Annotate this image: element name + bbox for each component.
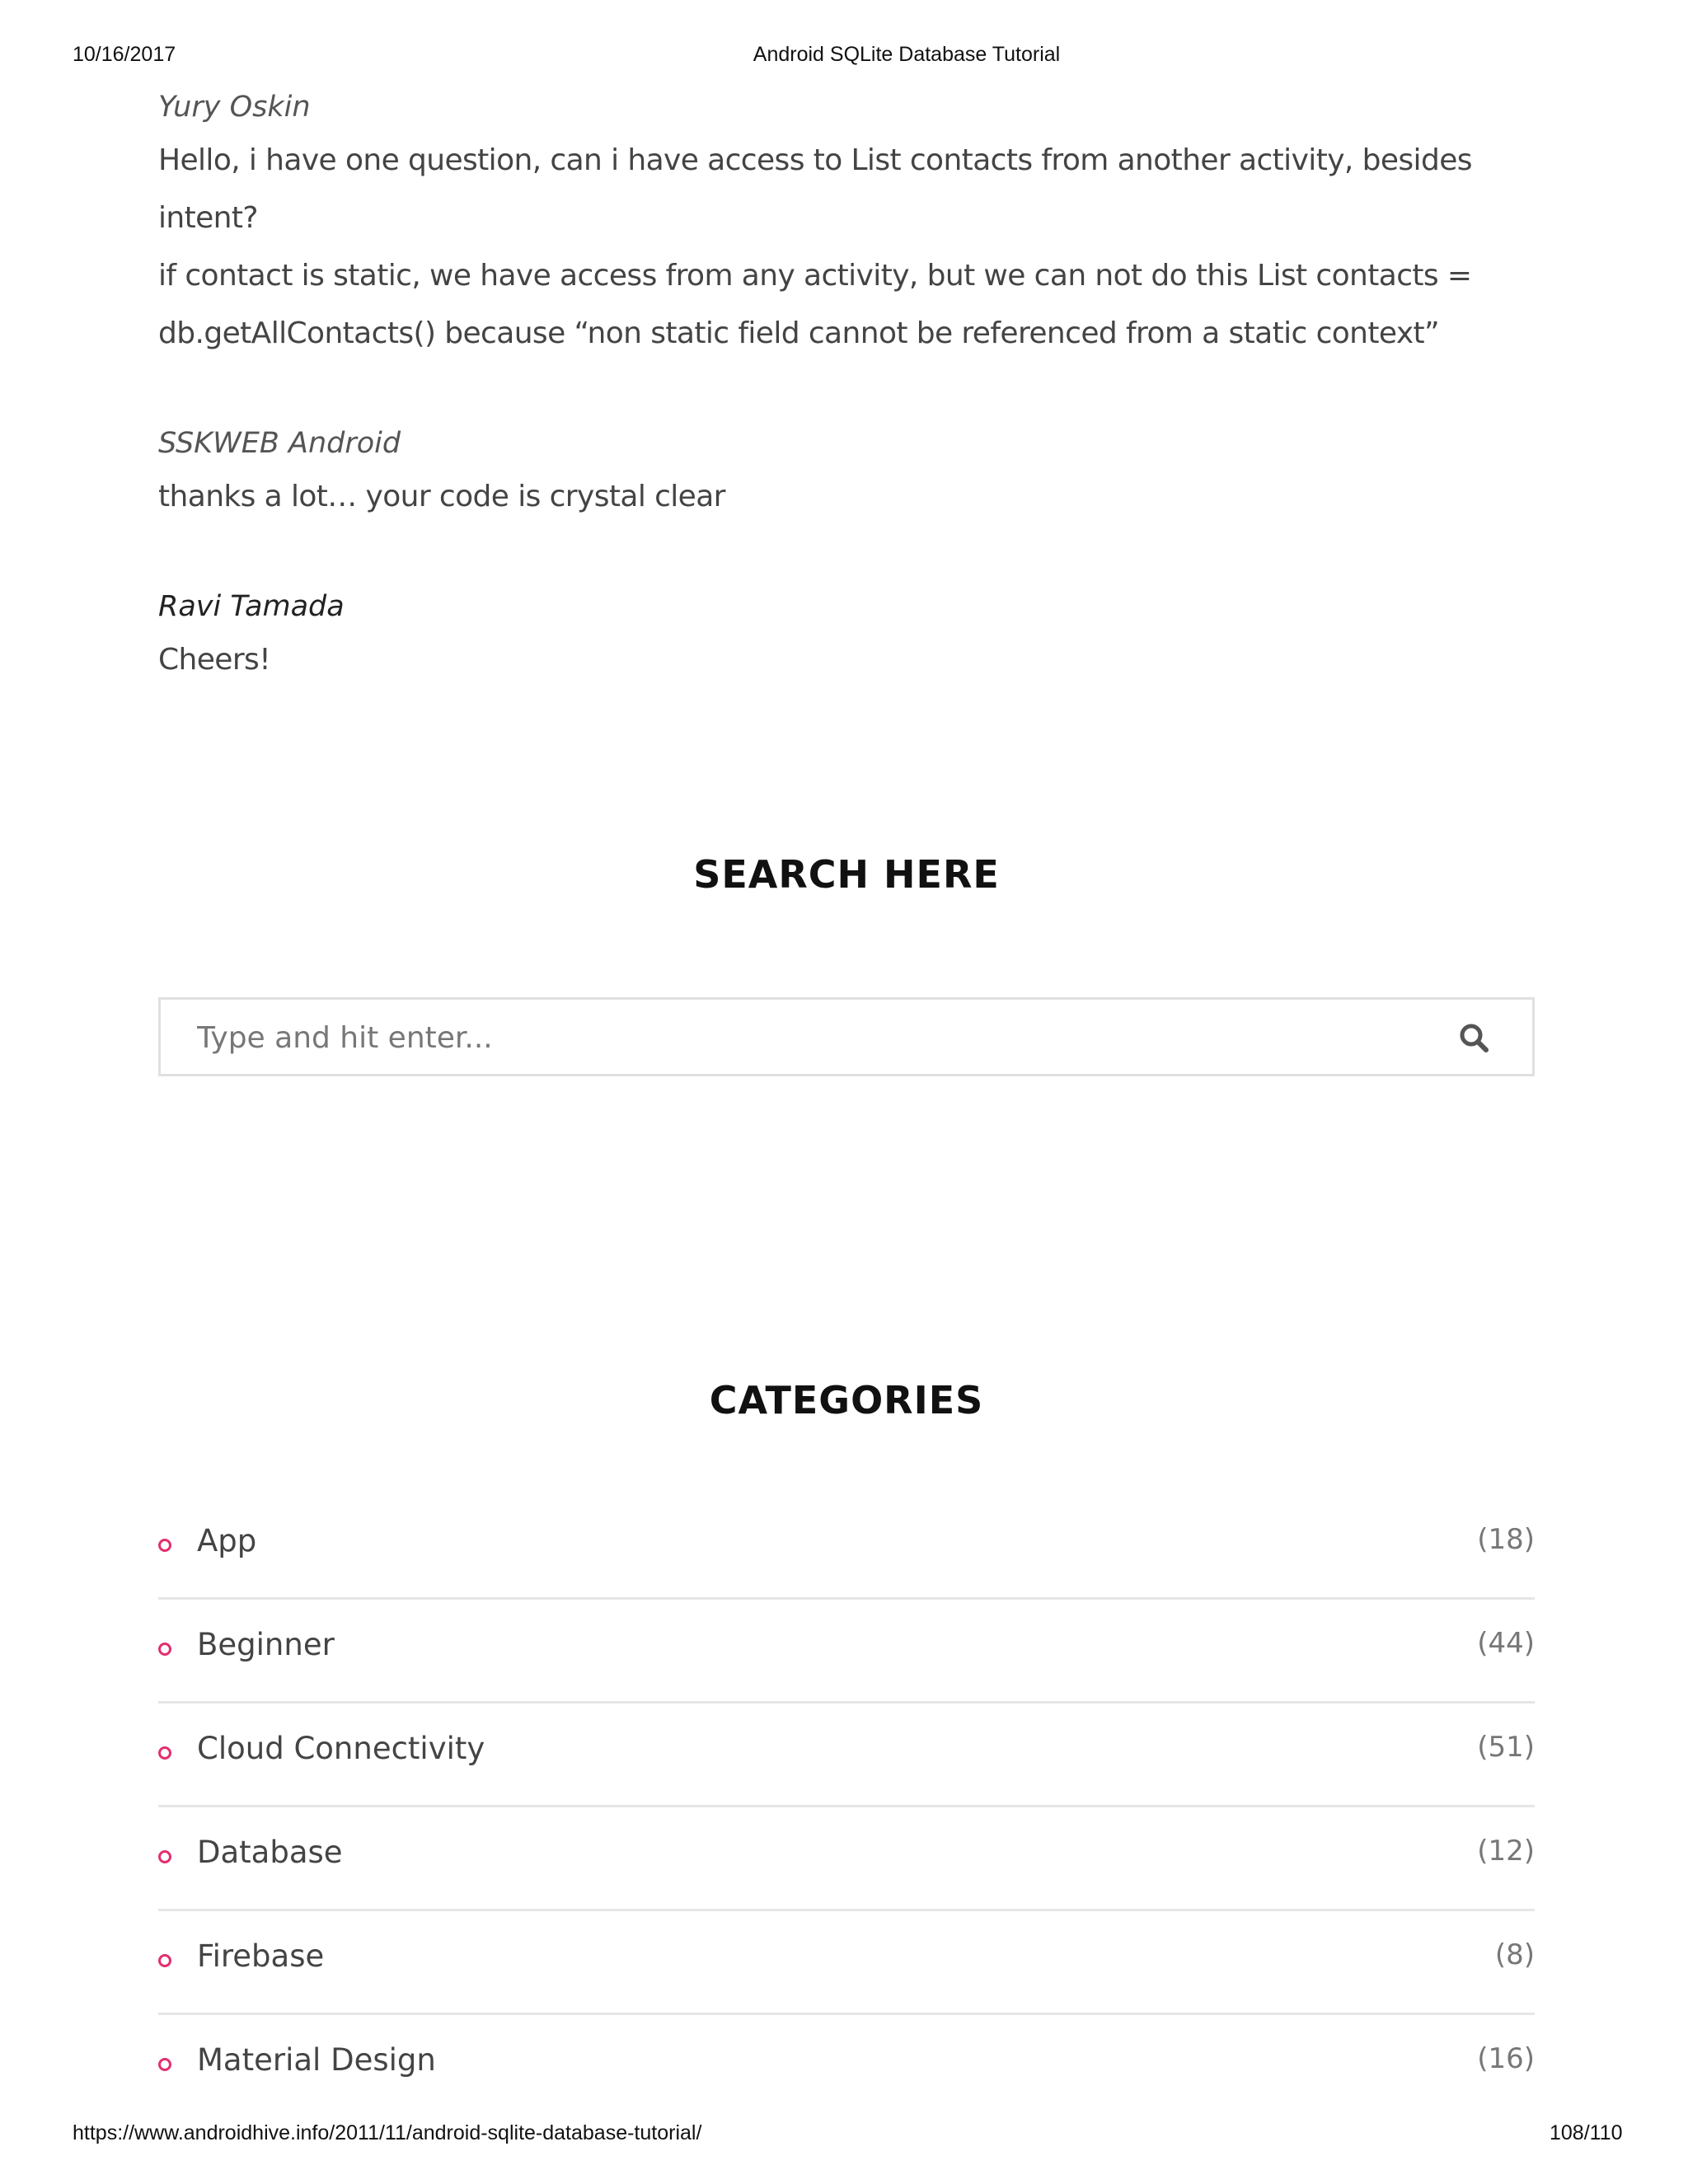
category-count: (44) bbox=[1477, 1627, 1535, 1660]
comment bbox=[158, 82, 1535, 363]
comment-author[interactable]: Ravi Tamada bbox=[158, 590, 345, 623]
category-list bbox=[158, 1496, 1535, 2119]
category-name[interactable]: Cloud Connectivity bbox=[197, 1731, 485, 1766]
category-name[interactable]: Firebase bbox=[197, 1938, 325, 1974]
comment-line: Hello, i have one question, can i have access to List contacts from another activity, besides intent? bbox=[158, 143, 1472, 235]
comment-line: if contact is static, we have access from any activity, but we can not do this List contacts = bbox=[158, 259, 1472, 293]
search-widget-title: SEARCH HERE bbox=[693, 852, 1000, 897]
categories-widget-title: CATEGORIES bbox=[709, 1378, 984, 1422]
category-count: (12) bbox=[1477, 1835, 1535, 1868]
print-url[interactable]: https://www.androidhive.info/2011/11/android-sqlite-database-tutorial/ bbox=[73, 2121, 702, 2144]
search-form bbox=[158, 997, 1535, 1076]
category-name[interactable]: App bbox=[197, 1523, 257, 1558]
print-page-title: Android SQLite Database Tutorial bbox=[753, 43, 1061, 66]
comment-text bbox=[158, 132, 1535, 363]
print-page-number: 108/110 bbox=[1550, 2121, 1623, 2144]
category-item-database[interactable] bbox=[158, 1807, 1535, 1911]
comment-line: thanks a lot… your code is crystal clear bbox=[158, 480, 725, 513]
category-name[interactable]: Material Design bbox=[197, 2042, 436, 2078]
circle-bullet-icon bbox=[158, 1643, 171, 1656]
comment bbox=[158, 582, 1535, 689]
category-name[interactable]: Database bbox=[197, 1835, 343, 1870]
search-icon[interactable] bbox=[1458, 1022, 1491, 1055]
comment bbox=[158, 419, 1535, 526]
search-input[interactable] bbox=[195, 1000, 1435, 1076]
comment-author[interactable]: SSKWEB Android bbox=[158, 427, 401, 460]
category-count: (18) bbox=[1477, 1523, 1535, 1556]
comment-text bbox=[158, 631, 1535, 689]
category-name[interactable]: Beginner bbox=[197, 1627, 335, 1662]
circle-bullet-icon bbox=[158, 1746, 171, 1760]
category-item-beginner[interactable] bbox=[158, 1600, 1535, 1704]
circle-bullet-icon bbox=[158, 2058, 171, 2071]
comment-line: Cheers! bbox=[158, 643, 271, 677]
circle-bullet-icon bbox=[158, 1850, 171, 1863]
comment-text bbox=[158, 468, 1535, 526]
category-item-cloud-connectivity[interactable] bbox=[158, 1704, 1535, 1807]
print-date: 10/16/2017 bbox=[73, 43, 176, 66]
category-count: (8) bbox=[1494, 1938, 1535, 1971]
circle-bullet-icon bbox=[158, 1954, 171, 1967]
category-item-firebase[interactable] bbox=[158, 1911, 1535, 2015]
category-item-app[interactable] bbox=[158, 1496, 1535, 1600]
comment-line: db.getAllContacts() because “non static field cannot be referenced from a static context” bbox=[158, 316, 1440, 350]
category-count: (16) bbox=[1477, 2042, 1535, 2075]
print-footer bbox=[0, 2121, 1688, 2154]
category-item-material-design[interactable] bbox=[158, 2015, 1535, 2119]
print-header bbox=[0, 43, 1688, 76]
category-count: (51) bbox=[1477, 1731, 1535, 1764]
comments-section bbox=[158, 82, 1535, 689]
comment-author[interactable]: Yury Oskin bbox=[158, 91, 311, 124]
circle-bullet-icon bbox=[158, 1539, 171, 1552]
